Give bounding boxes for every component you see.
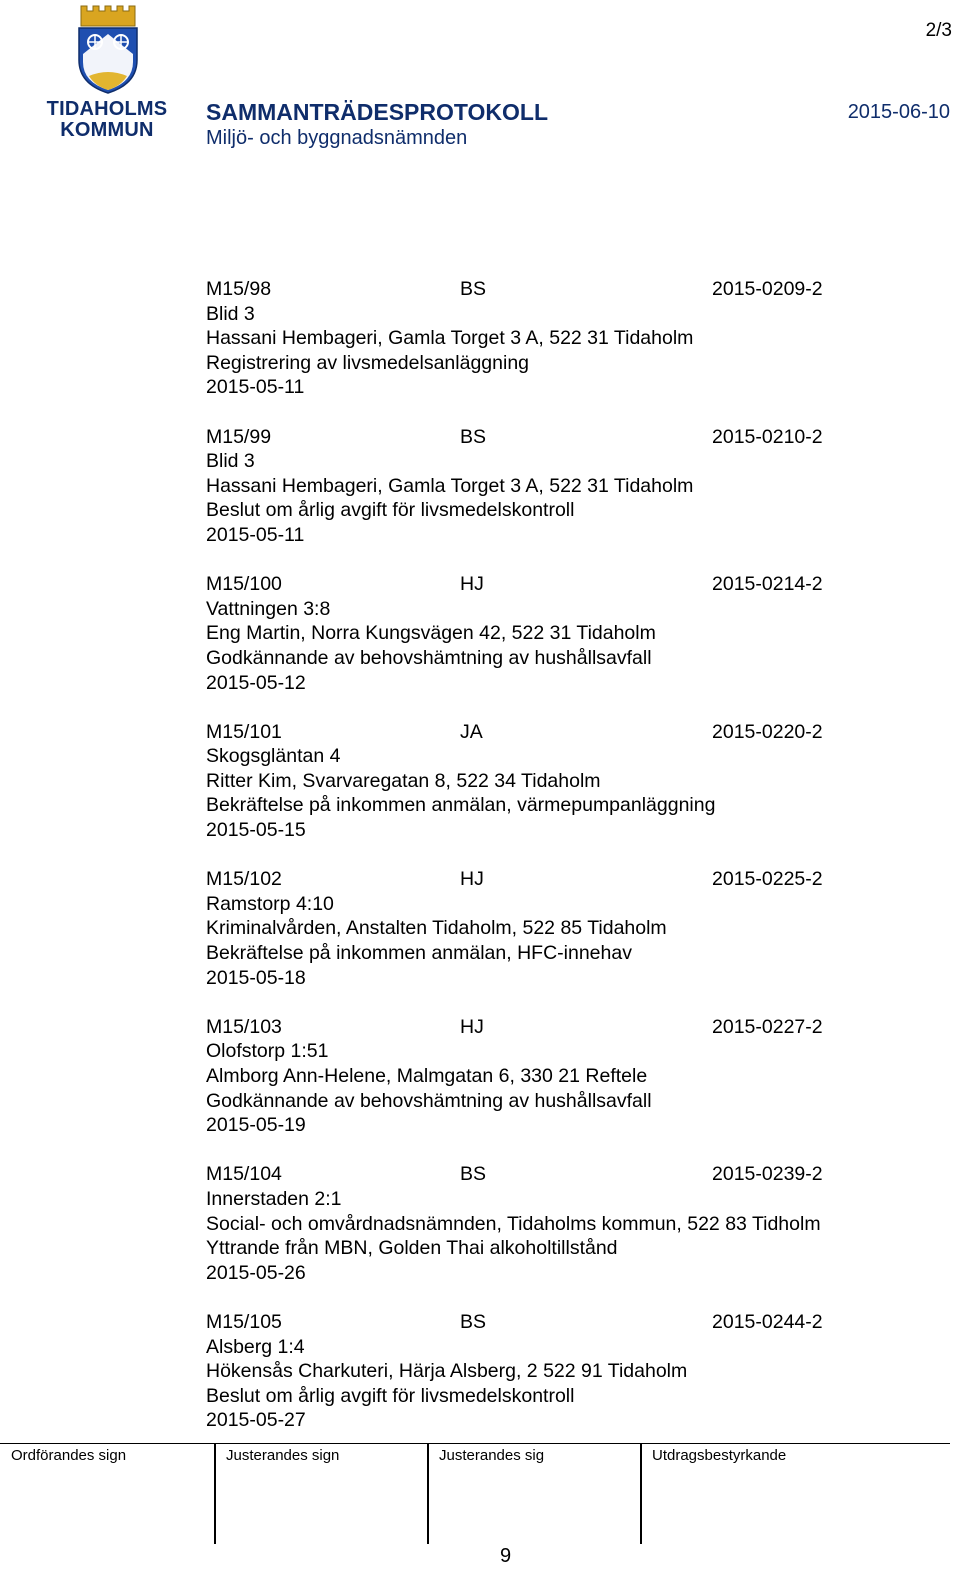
diary-number: 2015-0209-2 (712, 278, 823, 300)
decision-date: 2015-05-26 (206, 1261, 306, 1284)
party: Hökensås Charkuteri, Härja Alsberg, 2 522 91 Tidaholm (206, 1360, 688, 1383)
logo-text (40, 99, 174, 141)
diary-number: 2015-0210-2 (712, 425, 823, 448)
case-number: M15/103 (206, 1015, 282, 1038)
subject: Godkännande av behovshämtning av hushållsavfall (206, 1089, 652, 1112)
subject: Bekräftelse på inkommen anmälan, HFC-innehav (206, 942, 632, 965)
party: Kriminalvården, Anstalten Tidaholm, 522 85 Tidaholm (206, 917, 667, 940)
property: Olofstorp 1:51 (206, 1040, 329, 1063)
adjuster-signature-label: Justerandes sign (226, 1447, 340, 1464)
party: Eng Martin, Norra Kungsvägen 42, 522 31 Tidaholm (206, 622, 656, 645)
property: Alsberg 1:4 (206, 1335, 305, 1358)
case-entry (206, 1162, 926, 1285)
officer-initials: JA (460, 720, 483, 743)
case-entry (206, 1015, 926, 1138)
decision-date: 2015-05-18 (206, 966, 306, 989)
case-number: M15/99 (206, 425, 272, 448)
case-list (206, 277, 926, 1458)
case-entry (206, 1310, 926, 1433)
decision-date: 2015-05-19 (206, 1114, 306, 1137)
party: Almborg Ann-Helene, Malmgatan 6, 330 21 Reftele (206, 1065, 648, 1087)
decision-date: 2015-05-11 (206, 376, 305, 399)
signature-footer (0, 1443, 950, 1582)
case-entry (206, 867, 926, 990)
property: Vattningen 3:8 (206, 597, 331, 620)
property: Blid 3 (206, 302, 255, 325)
diary-number: 2015-0220-2 (712, 720, 823, 743)
case-number: M15/101 (206, 720, 282, 743)
subject: Registrering av livsmedelsanläggning (206, 351, 530, 374)
decision-date: 2015-05-15 (206, 819, 306, 842)
diary-number: 2015-0227-2 (712, 1015, 823, 1038)
case-entry (206, 572, 926, 695)
logo-line-1: TIDAHOLMS (46, 98, 168, 120)
property: Innerstaden 2:1 (206, 1187, 342, 1210)
decision-date: 2015-05-27 (206, 1409, 306, 1432)
footer-page-number: 9 (500, 1545, 512, 1567)
officer-initials: HJ (460, 868, 484, 891)
officer-initials: BS (460, 278, 487, 300)
case-number: M15/102 (206, 868, 282, 891)
chair-signature-label: Ordförandes sign (11, 1447, 127, 1464)
case-entry (206, 277, 926, 400)
committee-name: Miljö- och byggnadsnämnden (206, 127, 468, 149)
subject: Bekräftelse på inkommen anmälan, värmepumpanläggning (206, 794, 716, 817)
case-number: M15/100 (206, 573, 282, 596)
diary-number: 2015-0214-2 (712, 573, 823, 596)
adjuster-signature-label-2: Justerandes sig (439, 1447, 545, 1464)
decision-date: 2015-05-12 (206, 671, 306, 694)
officer-initials: BS (460, 1310, 487, 1333)
document-title: SAMMANTRÄDESPROTOKOLL (206, 99, 549, 125)
party: Social- och omvårdnadsnämnden, Tidaholms kommun, 522 83 Tidholm (206, 1212, 821, 1235)
property: Skogsgläntan 4 (206, 745, 341, 768)
subject: Beslut om årlig avgift för livsmedelskontroll (206, 1384, 575, 1407)
diary-number: 2015-0225-2 (712, 868, 823, 891)
officer-initials: BS (460, 1163, 487, 1186)
decision-date: 2015-05-11 (206, 523, 305, 546)
property: Ramstorp 4:10 (206, 892, 334, 915)
diary-number: 2015-0239-2 (712, 1163, 823, 1186)
officer-initials: BS (460, 425, 487, 448)
subject: Yttrande från MBN, Golden Thai alkoholtillstånd (206, 1237, 618, 1260)
party: Hassani Hembageri, Gamla Torget 3 A, 522 31 Tidaholm (206, 474, 694, 497)
document-date: 2015-06-10 (847, 101, 950, 123)
case-number: M15/105 (206, 1310, 282, 1333)
party: Hassani Hembageri, Gamla Torget 3 A, 522 31 Tidaholm (206, 327, 694, 350)
case-entry (206, 425, 926, 548)
subject: Godkännande av behovshämtning av hushållsavfall (206, 646, 652, 669)
extract-certification-label: Utdragsbestyrkande (652, 1447, 787, 1464)
officer-initials: HJ (460, 1015, 484, 1038)
property: Blid 3 (206, 450, 255, 473)
municipality-logo (40, 2, 174, 148)
subject: Beslut om årlig avgift för livsmedelskontroll (206, 499, 575, 522)
case-entry (206, 720, 926, 843)
party: Ritter Kim, Svarvaregatan 8, 522 34 Tidaholm (206, 769, 601, 792)
logo-line-2: KOMMUN (60, 119, 154, 141)
coat-of-arms-icon (73, 2, 143, 94)
diary-number: 2015-0244-2 (712, 1310, 823, 1333)
page-number: 2/3 (925, 20, 952, 41)
case-number: M15/98 (206, 278, 272, 300)
case-number: M15/104 (206, 1163, 282, 1186)
officer-initials: HJ (460, 573, 484, 596)
